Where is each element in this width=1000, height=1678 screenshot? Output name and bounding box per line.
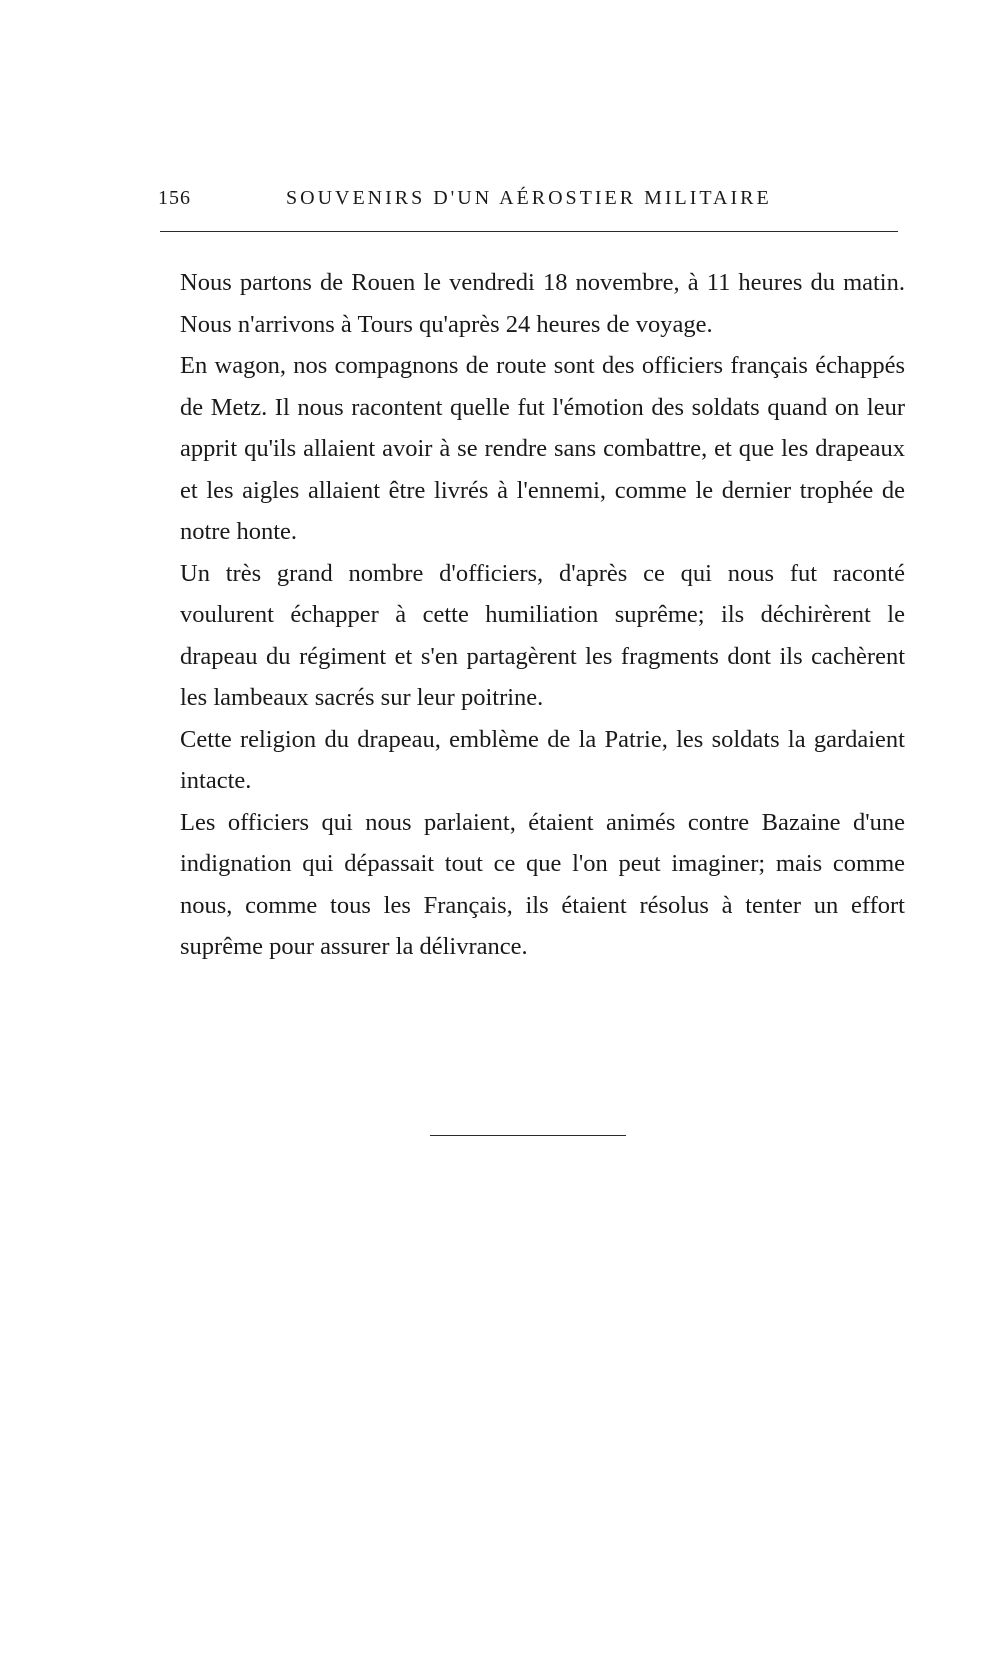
paragraph-2: En wagon, nos compagnons de route sont des officiers français échappés de Metz. Il nous racontent quelle fut l'émotion des soldats quand on leur apprit qu'ils allaient avoir à se rendre sans combattre, et que les drapeaux et les aigles allaient être livrés à l'ennemi, comme le dernier trophée de notre honte. [180, 352, 905, 545]
header-rule [160, 231, 898, 232]
paragraph-4: Cette religion du drapeau, emblème de la Patrie, les soldats la gardaient intacte. [180, 725, 905, 794]
body-text [180, 262, 905, 968]
paragraph-3: Un très grand nombre d'officiers, d'après ce qui nous fut raconté voulurent échapper à cette humiliation suprême; ils déchirèrent le drapeau du régiment et s'en partagèrent les fragments dont ils cachèrent les lambeaux sacrés sur leur poitrine. [180, 559, 905, 711]
page-number: 156 [158, 187, 191, 209]
end-of-chapter-rule [430, 1135, 626, 1136]
running-title: SOUVENIRS D'UN AÉROSTIER MILITAIRE [286, 187, 772, 209]
paragraph-1: Nous partons de Rouen le vendredi 18 novembre, à 11 heures du matin. Nous n'arrivons à Tours qu'après 24 heures de voyage. [180, 269, 905, 338]
running-head [158, 183, 898, 217]
paragraph-5: Les officiers qui nous parlaient, étaient animés contre Bazaine d'une indignation qui dépassait tout ce que l'on peut imaginer; mais comme nous, comme tous les Français, ils étaient résolus à tenter un effort suprême pour assurer la délivrance. [180, 808, 905, 960]
